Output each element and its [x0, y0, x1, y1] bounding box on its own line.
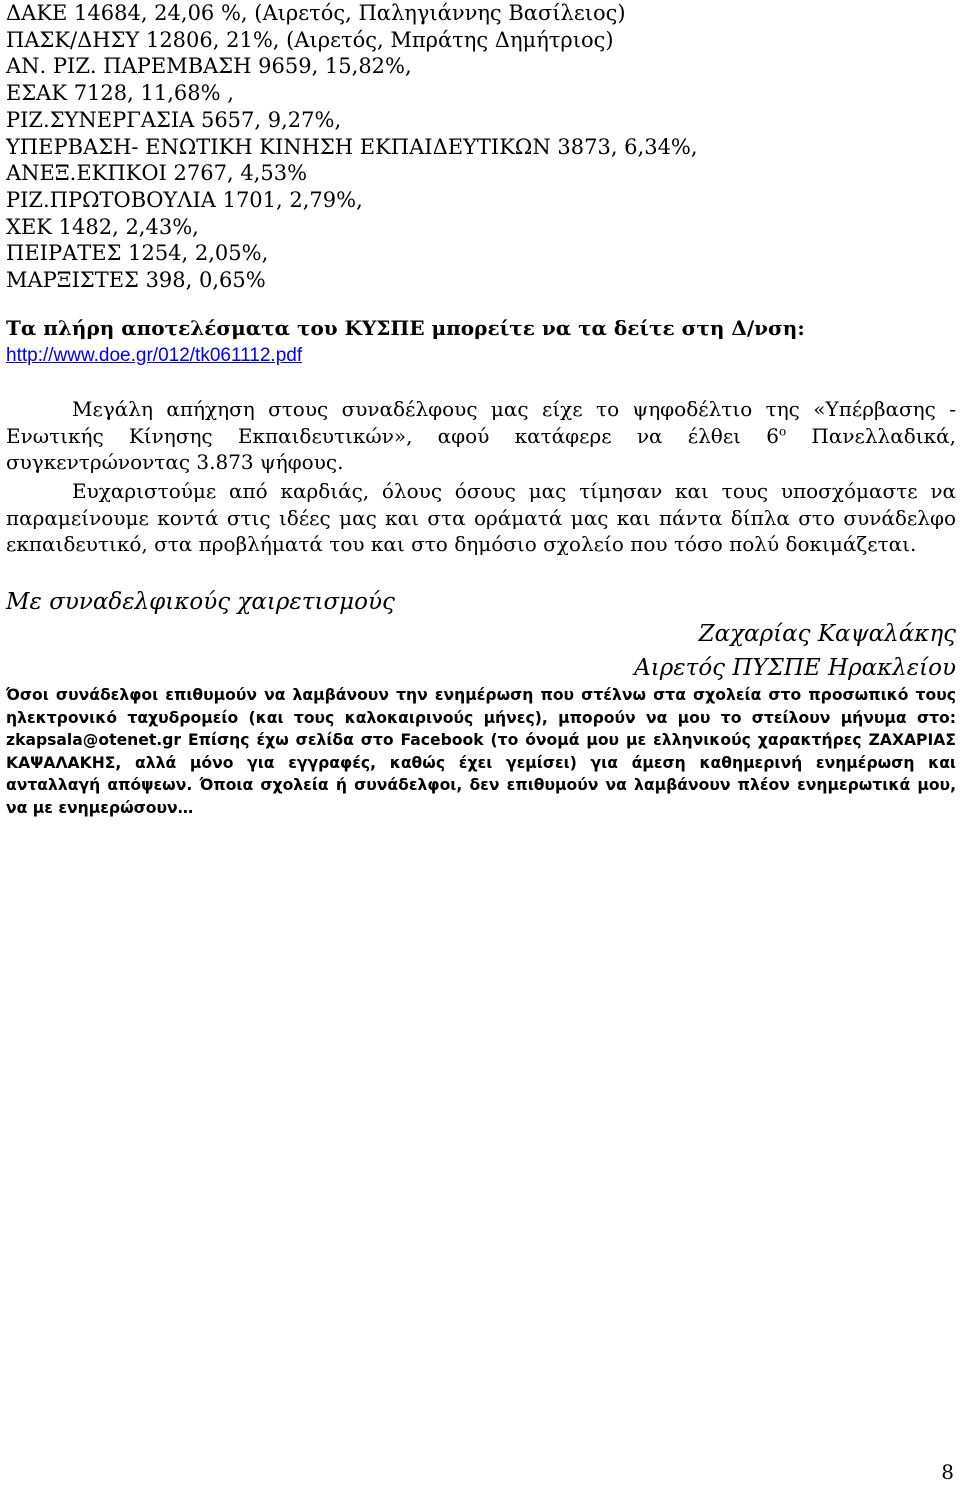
result-line: ΕΣΑΚ 7128, 11,68% ,	[6, 81, 234, 106]
result-line: ΡΙΖ.ΣΥΝΕΡΓΑΣΙΑ 5657, 9,27%,	[6, 107, 342, 132]
greeting: Με συναδελφικούς χαιρετισμούς	[6, 589, 395, 615]
paragraph-thanks: Ευχαριστούμε από καρδιάς, όλους όσους μας τίμησαν και τους υποσχόμαστε να παραμείνουμε κοντά στις ιδέες μας και στα οράματά μας και πάντα δίπλα στο συνάδελφο εκπαιδευτικό, στα προβλήματά του και στο δημόσιο σχολείο που τόσο πολύ δοκιμάζεται.	[6, 479, 956, 556]
page-number: 8	[941, 1460, 954, 1484]
result-line: ΑΝΕΞ.ΕΚΠΚΟΙ 2767, 4,53%	[6, 161, 308, 186]
paragraph-appeal-text-end: Πανελλαδικά, συγκεντρώνοντας 3.873 ψήφους.	[6, 423, 956, 474]
result-line: ΡΙΖ.ΠΡΩΤΟΒΟΥΛΙΑ 1701, 2,79%,	[6, 187, 363, 212]
signature-name: Ζαχαρίας Καψαλάκης	[698, 621, 956, 647]
ordinal-superscript: ο	[778, 423, 787, 438]
result-line: ΥΠΕΡΒΑΣΗ- ΕΝΩΤΙΚΗ ΚΙΝΗΣΗ ΕΚΠΑΙΔΕΥΤΙΚΩΝ 3873, 6,34%,	[6, 134, 698, 159]
paragraph-appeal-text: Μεγάλη απήχηση στους συναδέλφους μας είχε το ψηφοδέλτιο της «Υπέρβασης - Ενωτικής Κίνησης Εκπαιδευτικών», αφού κατάφερε να έλθει 6	[6, 397, 956, 448]
result-line: ΔΑΚΕ 14684, 24,06 %, (Αιρετός, Παληγιάννης Βασίλειος)	[6, 1, 626, 25]
result-line: ΠΑΣΚ/ΔΗΣΥ 12806, 21%, (Αιρετός, Μπράτης Δημήτριος)	[6, 27, 614, 52]
full-results-text: Τα πλήρη αποτελέσματα του ΚΥΣΠΕ μπορείτε να τα δείτε στη Δ/νση:	[6, 316, 805, 340]
result-line: ΧΕΚ 1482, 2,43%,	[6, 214, 199, 239]
signature-role: Αιρετός ΠΥΣΠΕ Ηρακλείου	[634, 655, 956, 681]
subscription-notice: Όσοι συνάδελφοι επιθυμούν να λαμβάνουν την ενημέρωση που στέλνω στα σχολεία στο προσωπικό τους ηλεκτρονικό ταχυδρομείο (και τους καλοκαιρινούς μήνες), μπορούν να μου το στείλουν μήνυμα στο: zkapsala@otenet.gr Επίσης έχω σελίδα στο Facebook (το όνομά μου με ελληνικούς χαρακτήρες ΖΑΧΑΡΙΑΣ ΚΑΨΑΛΑΚΗΣ, αλλά μόνο για εγγραφές, καθώς έχει γεμίσει) για άμεση καθημερινή ενημέρωση και ανταλλαγή απόψεων. Όποια σχολεία ή συνάδελφοι, δεν επιθυμούν να λαμβάνουν πλέον ενημερωτικά μου, να με ενημερώσουν…	[6, 686, 956, 817]
result-line: ΑΝ. ΡΙΖ. ΠΑΡΕΜΒΑΣΗ 9659, 15,82%,	[6, 54, 412, 79]
paragraph-appeal	[6, 396, 956, 476]
result-line: ΜΑΡΞΙΣΤΕΣ 398, 0,65%	[6, 268, 266, 293]
election-results-list	[6, 0, 946, 294]
result-line: ΠΕΙΡΑΤΕΣ 1254, 2,05%,	[6, 241, 269, 266]
results-pdf-link[interactable]: http://www.doe.gr/012/tk061112.pdf	[6, 345, 303, 366]
